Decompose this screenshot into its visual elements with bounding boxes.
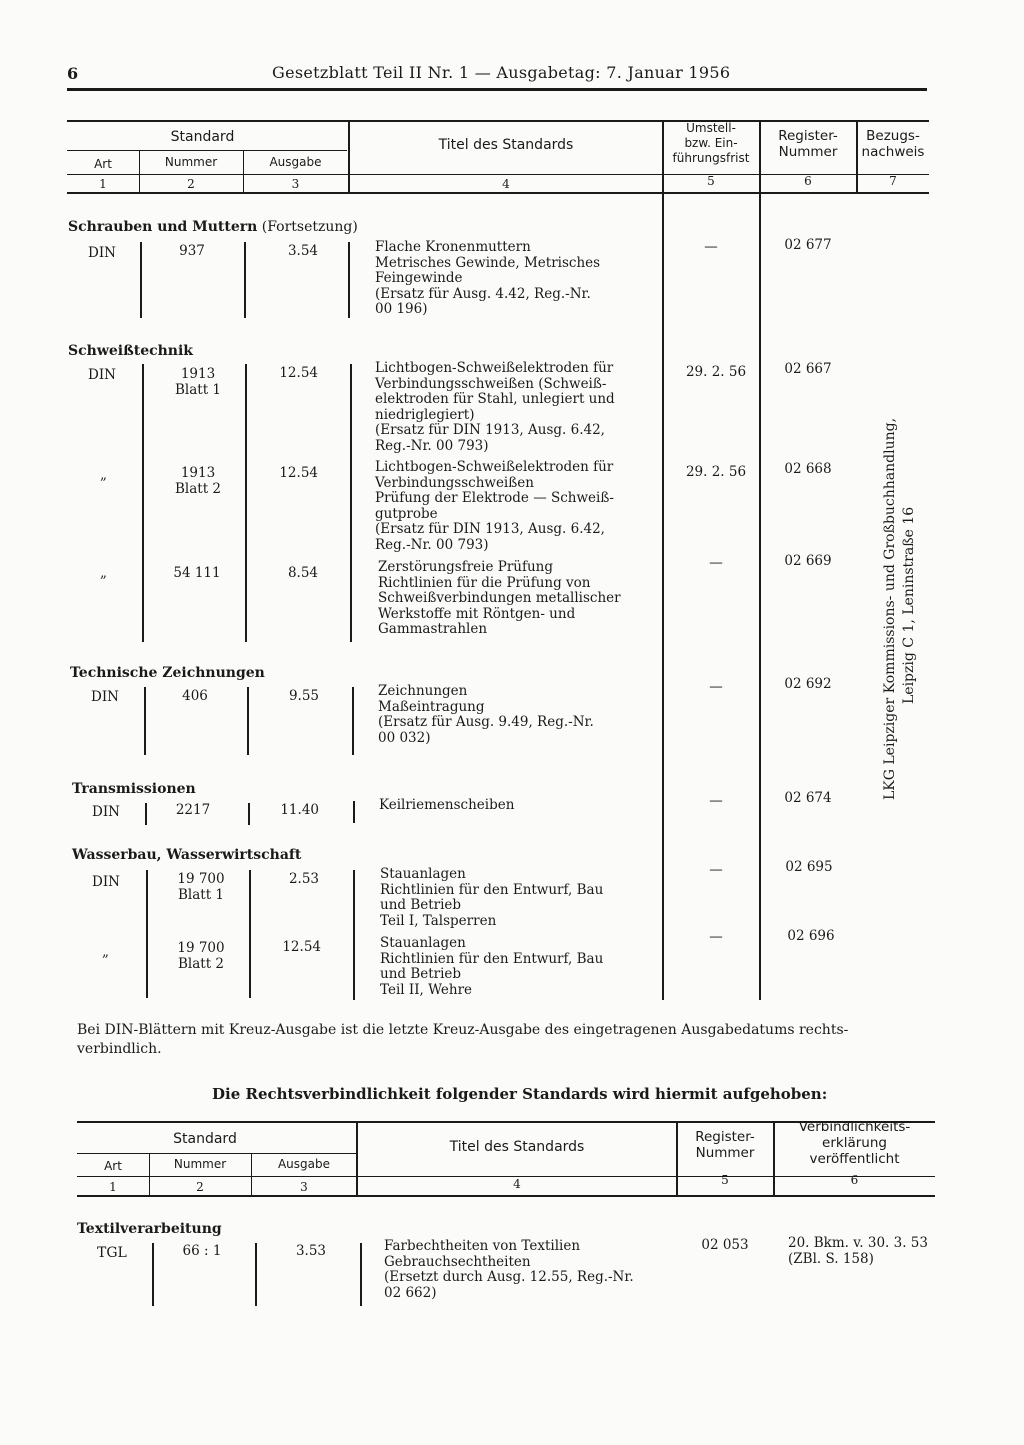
titel-line: 00 196): [375, 301, 428, 317]
row-nummer: 66 : 1: [182, 1243, 222, 1259]
verbind-header-line: veröffentlicht: [809, 1151, 900, 1167]
row-nummer: 406: [182, 688, 208, 704]
frist-header-line: führungsfrist: [672, 151, 750, 165]
row-ausgabe: 12.54: [282, 939, 321, 955]
col-sep: [676, 1121, 678, 1195]
nummer-line: Blatt 2: [177, 955, 225, 972]
row-frist: —: [709, 793, 723, 809]
row-frist: —: [709, 679, 723, 695]
row-titel: [380, 867, 603, 929]
titel-line: 02 662): [384, 1284, 437, 1301]
row-sep: [348, 242, 350, 318]
table2-header-bottom: [77, 1195, 935, 1197]
col-num: 3: [300, 1180, 308, 1194]
table2-art-header: Art: [104, 1159, 122, 1173]
col-num: 3: [291, 177, 300, 191]
col-sep: [356, 1121, 358, 1195]
footnote-line: Bei DIN-Blättern mit Kreuz-Ausgabe ist die letzte Kreuz-Ausgabe des eingetragenen Ausgabedatums rechts-: [77, 1022, 849, 1038]
row-titel: [375, 460, 614, 553]
titel-line: und Betrieb: [380, 897, 462, 913]
section-title: Schweißtechnik: [68, 343, 194, 359]
verbind-header-line: erklärung: [822, 1135, 887, 1151]
titel-line: Stauanlagen: [380, 866, 466, 882]
titel-line: (Ersatz für Ausg. 9.49, Reg.-Nr.: [378, 714, 594, 730]
row-titel: Keilriemenscheiben: [379, 797, 515, 813]
titel-line: Maßeintragung: [378, 698, 485, 715]
row-sep: [248, 803, 250, 825]
row-frist: —: [704, 239, 718, 255]
row-sep: [360, 1243, 362, 1306]
row-sep: [152, 1243, 154, 1306]
nummer-line: Blatt 1: [174, 381, 222, 398]
titel-line: Verbindungsschweißen (Schweiß-: [375, 375, 607, 392]
row-ausgabe: 3.54: [287, 243, 318, 259]
titel-line: Verbindungsschweißen: [375, 474, 534, 491]
row-art: DIN: [92, 874, 120, 890]
verbind-line: (ZBl. S. 158): [788, 1250, 874, 1267]
row-frist: —: [709, 862, 723, 878]
titel-line: Prüfung der Elektrode — Schweiß-: [375, 490, 614, 506]
footnote-line: verbindlich.: [77, 1041, 162, 1057]
row-frist: —: [709, 555, 723, 571]
titel-line: Zeichnungen: [378, 683, 468, 699]
titel-line: Flache Kronenmuttern: [375, 239, 531, 255]
table1-header-split: [67, 150, 347, 151]
table1-register-header: [760, 128, 856, 160]
table1-header-bottom: [67, 192, 929, 194]
row-sep: [142, 364, 144, 642]
row-register: 02 677: [784, 237, 832, 253]
row-art: TGL: [97, 1245, 127, 1261]
titel-line: gutprobe: [375, 505, 438, 522]
titel-line: (Ersetzt durch Ausg. 12.55, Reg.-Nr.: [384, 1269, 634, 1285]
titel-line: Richtlinien für den Entwurf, Bau: [380, 881, 604, 898]
titel-line: niedriglegiert): [375, 406, 475, 423]
col-num: 5: [707, 174, 715, 188]
titel-line: elektroden für Stahl, unlegiert und: [375, 391, 615, 407]
row-nummer: 937: [179, 243, 205, 259]
section-title: Transmissionen: [72, 781, 196, 797]
col-num: 6: [804, 174, 812, 188]
col-num: 4: [513, 1177, 521, 1191]
section-title: Schrauben und Muttern: [68, 219, 258, 235]
frist-header-line: bzw. Ein-: [684, 136, 738, 150]
titel-line: Gebrauchsechtheiten: [384, 1253, 531, 1270]
titel-line: Stauanlagen: [380, 935, 466, 951]
table2-header-split: [77, 1153, 357, 1154]
row-sep: [144, 687, 146, 755]
row-register: 02 053: [701, 1237, 749, 1253]
register-header-line: Register-: [778, 128, 838, 144]
table1-standard-header: Standard: [170, 129, 235, 145]
footnote: [77, 1021, 848, 1059]
titel-line: 00 032): [378, 729, 431, 746]
table2-standard-header: Standard: [173, 1131, 237, 1147]
titel-line: Reg.-Nr. 00 793): [375, 437, 489, 454]
titel-line: Lichtbogen-Schweißelektroden für: [375, 459, 614, 475]
col-num: 7: [889, 174, 897, 188]
row-ausgabe: 9.55: [288, 688, 319, 704]
table1-art-header: Art: [94, 157, 112, 171]
register-header-line: Register-: [695, 1129, 755, 1145]
table2-ausgabe-header: Ausgabe: [277, 1157, 331, 1171]
section-title: Technische Zeichnungen: [70, 665, 265, 681]
nummer-line: 1913: [180, 366, 216, 382]
table1-bezug-header: [857, 128, 929, 160]
row-titel: [380, 936, 603, 998]
row-frist: 29. 2. 56: [685, 464, 747, 480]
row-titel: [384, 1239, 634, 1301]
row-verbind: [788, 1236, 928, 1267]
col-num: 5: [721, 1173, 729, 1187]
row-frist: 29. 2. 56: [685, 364, 747, 380]
row-register: 02 692: [784, 676, 832, 692]
nummer-line: Blatt 2: [174, 480, 222, 497]
row-nummer: [146, 872, 256, 903]
row-ausgabe: 12.54: [279, 465, 318, 481]
titel-line: Teil I, Talsperren: [380, 912, 497, 929]
col-num: 6: [850, 1173, 859, 1187]
titel-line: (Ersatz für DIN 1913, Ausg. 6.42,: [375, 422, 605, 438]
row-sep: [353, 870, 355, 1000]
register-header-line: Nummer: [778, 144, 838, 160]
col-num: 1: [99, 177, 107, 191]
row-ausgabe: 3.53: [295, 1243, 326, 1259]
bezug-line: Leipzig C 1, Leninstraße 16: [901, 506, 917, 704]
titel-line: (Ersatz für DIN 1913, Ausg. 6.42,: [375, 521, 605, 537]
table1-frist-header: [663, 121, 759, 166]
verbind-header-line: Verbindlichkeits-: [798, 1119, 911, 1135]
page-header: Gesetzblatt Teil II Nr. 1 — Ausgabetag: 7. Januar 1956: [272, 63, 731, 82]
titel-line: Werkstoffe mit Röntgen- und: [378, 605, 576, 622]
titel-line: Zerstörungsfreie Prüfung: [378, 559, 554, 575]
row-register: 02 695: [785, 859, 833, 875]
table2-register-header: [677, 1129, 773, 1161]
nummer-line: Blatt 1: [177, 886, 225, 903]
titel-line: Richtlinien für den Entwurf, Bau: [380, 950, 604, 967]
verbind-line: 20. Bkm. v. 30. 3. 53: [788, 1235, 928, 1251]
row-nummer: [140, 466, 256, 497]
row-sep: [353, 801, 355, 823]
row-art: DIN: [88, 367, 116, 383]
col-sep: [348, 120, 350, 192]
row-titel: [375, 361, 615, 454]
row-ausgabe: 8.54: [287, 565, 318, 581]
row-register: 02 668: [784, 461, 832, 477]
row-sep: [245, 364, 247, 642]
row-sep: [350, 364, 352, 642]
row-sep: [255, 1243, 257, 1306]
row-register: 02 674: [784, 790, 832, 806]
row-frist: —: [709, 929, 723, 945]
col-num: 1: [109, 1180, 117, 1194]
table2-nummer-header: Nummer: [173, 1157, 227, 1171]
row-art: DIN: [88, 245, 116, 261]
bezug-header-line: Bezugs-: [866, 128, 920, 144]
col-num: 2: [187, 177, 195, 191]
row-art: DIN: [92, 804, 120, 820]
col-sep: [773, 1121, 775, 1195]
titel-line: Lichtbogen-Schweißelektroden für: [375, 360, 614, 376]
row-register: 02 669: [784, 553, 832, 569]
table1-ausgabe-header: Ausgabe: [269, 155, 322, 169]
row-sep: [352, 687, 354, 755]
row-register: 02 667: [784, 361, 832, 377]
row-sep: [140, 242, 142, 318]
titel-line: Farbechtheiten von Textilien: [384, 1238, 581, 1254]
titel-line: Feingewinde: [375, 270, 463, 286]
bezug-line: LKG Leipziger Kommissions- und Großbuchhandlung,: [882, 417, 898, 800]
col-num: 4: [502, 177, 510, 191]
row-art: DIN: [91, 689, 119, 705]
titel-line: Gammastrahlen: [378, 621, 488, 637]
col-sep: [243, 150, 244, 192]
col-sep: [251, 1153, 252, 1195]
titel-line: (Ersatz für Ausg. 4.42, Reg.-Nr.: [375, 285, 591, 302]
col-sep: [139, 150, 140, 192]
row-sep: [244, 242, 246, 318]
titel-line: und Betrieb: [380, 966, 462, 982]
nummer-line: 1913: [180, 465, 216, 481]
row-ausgabe: 2.53: [288, 871, 319, 887]
titel-line: Metrisches Gewinde, Metrisches: [375, 254, 601, 271]
row-titel: [378, 684, 594, 746]
section-title: Wasserbau, Wasserwirtschaft: [72, 847, 302, 863]
row-nummer: 54 111: [173, 565, 221, 581]
row-ausgabe: 12.54: [279, 365, 318, 381]
register-header-line: Nummer: [695, 1145, 755, 1161]
bezugsnachweis-text: [881, 418, 919, 800]
col-sep: [149, 1153, 150, 1195]
row-art: „: [100, 467, 107, 483]
row-register: 02 696: [787, 928, 835, 944]
row-sep: [249, 870, 251, 998]
titel-line: Teil II, Wehre: [380, 981, 473, 998]
row-nummer: [146, 941, 256, 972]
titel-line: Richtlinien für die Prüfung von: [378, 574, 591, 591]
header-rule: [67, 88, 927, 91]
row-sep: [145, 803, 147, 825]
table2-verbind-header: [774, 1119, 935, 1167]
nummer-line: 19 700: [177, 940, 225, 956]
page-number: 6: [67, 64, 79, 83]
row-art: „: [102, 944, 109, 960]
row-nummer: 2217: [175, 802, 211, 818]
row-sep: [146, 870, 148, 998]
frist-header-line: Umstell-: [686, 121, 736, 135]
section-heading-2: Die Rechtsverbindlichkeit folgender Standards wird hiermit aufgehoben:: [212, 1085, 828, 1103]
table1-titel-header: Titel des Standards: [438, 137, 574, 153]
nummer-line: 19 700: [177, 871, 225, 887]
col-num: 2: [196, 1180, 204, 1194]
bezug-header-line: nachweis: [861, 144, 925, 160]
section-title: Textilverarbeitung: [77, 1221, 222, 1237]
section-suffix: (Fortsetzung): [261, 219, 358, 235]
table1-top-rule: [67, 120, 929, 122]
row-art: „: [100, 565, 107, 581]
section-heading: [68, 219, 358, 235]
titel-line: Schweißverbindungen metallischer: [378, 590, 621, 606]
row-sep: [247, 687, 249, 755]
table1-nummer-header: Nummer: [164, 155, 218, 169]
titel-line: Reg.-Nr. 00 793): [375, 536, 489, 553]
table2-titel-header: Titel des Standards: [449, 1139, 585, 1155]
row-titel: [378, 560, 621, 638]
row-titel: [375, 240, 600, 318]
row-nummer: [140, 367, 256, 398]
row-ausgabe: 11.40: [280, 802, 319, 818]
col-sep: [856, 120, 858, 192]
